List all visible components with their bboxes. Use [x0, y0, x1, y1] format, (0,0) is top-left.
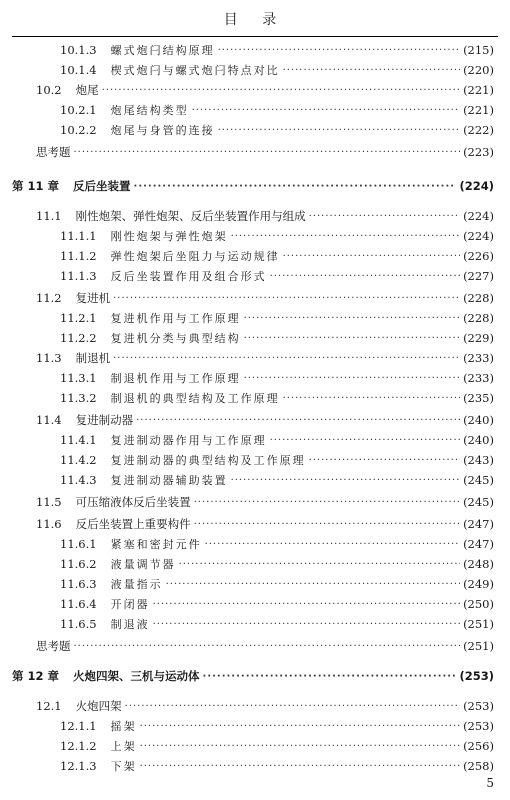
toc-entry: [12, 636, 494, 656]
dot-leader: [192, 105, 460, 116]
toc-entry: [12, 388, 494, 408]
toc-entry: [12, 696, 494, 716]
toc-entry-title: 炮尾结构类型: [110, 104, 189, 117]
toc-entry-number: 12.1: [36, 699, 62, 713]
toc-entry: [12, 142, 494, 162]
toc-entry: [12, 492, 494, 512]
toc-entry-title: 螺式炮闩结构原理: [110, 44, 215, 57]
toc-entry-page: (248): [463, 557, 494, 571]
toc-entry-title: 复进制动器: [75, 413, 134, 427]
toc-entry-title: 火炮四架: [75, 699, 122, 713]
dot-leader: [270, 435, 460, 446]
toc-entry-page: (250): [463, 597, 494, 611]
toc-entry-page: (222): [463, 123, 494, 137]
toc-entry-number: 10.2.1: [60, 103, 97, 117]
toc-entry-number: 11.3: [36, 351, 62, 365]
dot-leader: [179, 559, 460, 570]
toc-entry-title: 摇架: [110, 720, 137, 733]
dot-leader: [231, 231, 460, 242]
toc-entry-number: 第 12 章: [12, 669, 60, 683]
toc-entry-title: 思考题: [36, 145, 71, 159]
toc-entry: [12, 80, 494, 100]
toc-entry: [12, 40, 494, 60]
toc-entry: [12, 60, 494, 80]
page-number: 5: [486, 776, 494, 790]
toc-entry-title: 复进制动器的典型结构及工作原理: [110, 454, 306, 467]
toc-entry-page: (233): [463, 371, 494, 385]
toc-entry-page: (251): [463, 639, 494, 653]
dot-leader: [270, 271, 460, 282]
dot-leader: [309, 455, 460, 466]
toc-entry-title: 复进机分类与典型结构: [110, 332, 241, 345]
dot-leader: [74, 147, 461, 158]
toc-entry-number: 11.6.4: [60, 597, 97, 611]
dot-leader: [218, 125, 460, 136]
toc-entry-page: (228): [463, 291, 494, 305]
toc-entry-page: (240): [463, 433, 494, 447]
toc-entry-number: 11.6.1: [60, 537, 97, 551]
dot-leader: [74, 641, 461, 652]
toc-entry-number: 11.1.2: [60, 249, 97, 263]
toc-entry: [12, 288, 494, 308]
toc-entry: [12, 226, 494, 246]
toc-entry-number: 12.1.2: [60, 739, 97, 753]
toc-entry-title: 制退液: [110, 618, 150, 631]
toc-entry-title: 液量调节器: [110, 558, 176, 571]
dot-leader: [140, 741, 460, 752]
dot-leader: [102, 85, 460, 96]
toc-entry-number: 11.6.5: [60, 617, 97, 631]
dot-leader: [283, 393, 460, 404]
toc-entry-title: 复进制动器辅助装置: [110, 474, 228, 487]
dot-leader: [140, 721, 460, 732]
toc-entry-page: (240): [463, 413, 494, 427]
dot-leader: [244, 333, 460, 344]
dot-leader: [283, 65, 460, 76]
toc-entry-number: 11.6: [36, 517, 62, 531]
dot-leader: [166, 579, 460, 590]
toc-entry: [12, 514, 494, 534]
dot-leader: [153, 619, 460, 630]
toc-entry-number: 11.1.3: [60, 269, 97, 283]
toc-entry-title: 制退机作用与工作原理: [110, 372, 241, 385]
toc-entry-title: 紧塞和密封元件: [110, 538, 202, 551]
toc-entry: [12, 176, 494, 196]
toc-entry-page: (221): [463, 83, 494, 97]
dot-leader: [283, 251, 460, 262]
toc-entry-title: 反后坐装置上重要构件: [75, 517, 191, 531]
toc-entry-title: 炮尾: [75, 83, 99, 97]
toc-entry-page: (245): [463, 495, 494, 509]
toc-entry-number: 11.4.2: [60, 453, 97, 467]
dot-leader: [231, 475, 460, 486]
dot-leader: [113, 353, 460, 364]
toc-entry-number: 11.4.1: [60, 433, 97, 447]
toc-entry-page: (221): [463, 103, 494, 117]
toc-entry-number: 10.2: [36, 83, 62, 97]
toc-entry-title: 刚性炮架、弹性炮架、反后坐装置作用与组成: [75, 209, 306, 223]
toc-entry: [12, 614, 494, 634]
toc-entry-number: 10.1.3: [60, 43, 97, 57]
toc-entry: [12, 430, 494, 450]
dot-leader: [125, 701, 460, 712]
toc-entry-number: 11.6.2: [60, 557, 97, 571]
toc-entry-page: (229): [463, 331, 494, 345]
toc-entry-title: 思考题: [36, 639, 71, 653]
toc-entry-title: 开闭器: [110, 598, 150, 611]
toc-entry-title: 上架: [110, 740, 137, 753]
toc-entry: [12, 410, 494, 430]
toc-entry-number: 12.1.1: [60, 719, 97, 733]
toc-entry-title: 刚性炮架与弹性炮架: [110, 230, 228, 243]
toc-entry: [12, 554, 494, 574]
toc-entry-page: (224): [463, 229, 494, 243]
toc-entry: [12, 348, 494, 368]
dot-leader: [244, 313, 460, 324]
toc-entry: [12, 534, 494, 554]
toc-entry-title: 反后坐装置: [73, 179, 131, 193]
dot-leader: [153, 599, 460, 610]
toc-entry-number: 11.4.3: [60, 473, 97, 487]
dot-leader: [136, 415, 460, 426]
dot-leader: [244, 373, 460, 384]
toc-entry: [12, 328, 494, 348]
dot-leader: [309, 211, 460, 222]
toc-entry-number: 11.1.1: [60, 229, 97, 243]
toc-entry-title: 火炮四架、三机与运动体: [73, 669, 200, 683]
page-header: [12, 0, 498, 37]
toc-entry-title: 复进机作用与工作原理: [110, 312, 241, 325]
toc-entry-title: 复进机: [75, 291, 111, 305]
toc-entry-page: (215): [463, 43, 494, 57]
toc-entry: [12, 470, 494, 490]
toc-entry-page: (247): [463, 517, 494, 531]
toc-entry-title: 制退机: [75, 351, 111, 365]
toc-entry: [12, 716, 494, 736]
toc-entry-page: (253): [463, 719, 494, 733]
toc-entry-title: 液量指示: [110, 578, 163, 591]
toc-entry-title: 可压缩液体反后坐装置: [75, 495, 191, 509]
toc-entry: [12, 666, 494, 686]
toc-entry-page: (256): [463, 739, 494, 753]
toc-entry-page: (227): [463, 269, 494, 283]
toc-entry-number: 11.5: [36, 495, 62, 509]
dot-leader: [218, 45, 460, 56]
dot-leader: [194, 519, 460, 530]
toc-entry: [12, 206, 494, 226]
toc-entry-page: (245): [463, 473, 494, 487]
toc-entry-page: (223): [463, 145, 494, 159]
toc-entry-number: 11.6.3: [60, 577, 97, 591]
toc-entry-title: 反后坐装置作用及组合形式: [110, 270, 267, 283]
toc-entry-title: 复进制动器作用与工作原理: [110, 434, 267, 447]
dot-leader: [203, 671, 457, 682]
toc-entry-page: (258): [463, 759, 494, 773]
toc-entry-page: (224): [463, 209, 494, 223]
toc-entry-page: (235): [463, 391, 494, 405]
toc-entry-page: (226): [463, 249, 494, 263]
toc-entry-page: (253): [463, 699, 494, 713]
toc-entry-title: 弹性炮架后坐阻力与运动规律: [110, 250, 280, 263]
toc-entry: [12, 574, 494, 594]
toc-entry-title: 楔式炮闩与螺式炮闩特点对比: [110, 64, 280, 77]
toc-entry-number: 12.1.3: [60, 759, 97, 773]
toc-entry: [12, 120, 494, 140]
toc-entry-page: (220): [463, 63, 494, 77]
toc-entry-number: 11.2.2: [60, 331, 97, 345]
toc-entry-page: (233): [463, 351, 494, 365]
toc-entry-number: 11.2: [36, 291, 62, 305]
toc-entry-number: 10.2.2: [60, 123, 97, 137]
dot-leader: [140, 761, 460, 772]
toc-entry-number: 11.4: [36, 413, 62, 427]
toc-entry-page: (249): [463, 577, 494, 591]
toc-entry-number: 第 11 章: [12, 179, 60, 193]
toc-entry: [12, 246, 494, 266]
dot-leader: [113, 293, 460, 304]
toc-entry-number: 11.2.1: [60, 311, 97, 325]
toc-entry: [12, 756, 494, 776]
toc-entry-title: 炮尾与身管的连接: [110, 124, 215, 137]
toc-entry: [12, 308, 494, 328]
toc-entry-page: (247): [463, 537, 494, 551]
toc-entry-number: 10.1.4: [60, 63, 97, 77]
toc-entry: [12, 594, 494, 614]
toc-entry-page: (224): [459, 179, 494, 193]
toc-entry: [12, 100, 494, 120]
toc-entry: [12, 450, 494, 470]
toc-entry: [12, 266, 494, 286]
toc-entry-number: 11.3.1: [60, 371, 97, 385]
dot-leader: [134, 181, 457, 192]
toc-entry-page: (251): [463, 617, 494, 631]
toc-entry-number: 11.3.2: [60, 391, 97, 405]
toc-entry-number: 11.1: [36, 209, 62, 223]
dot-leader: [205, 539, 460, 550]
toc-entry: [12, 368, 494, 388]
toc-entry-page: (228): [463, 311, 494, 325]
toc-entry-title: 下架: [110, 760, 137, 773]
toc-entry-page: (253): [459, 669, 494, 683]
header-title: 目 录: [223, 12, 287, 28]
toc-entry-title: 制退机的典型结构及工作原理: [110, 392, 280, 405]
dot-leader: [194, 497, 460, 508]
toc-entry-page: (243): [463, 453, 494, 467]
toc-entry: [12, 736, 494, 756]
